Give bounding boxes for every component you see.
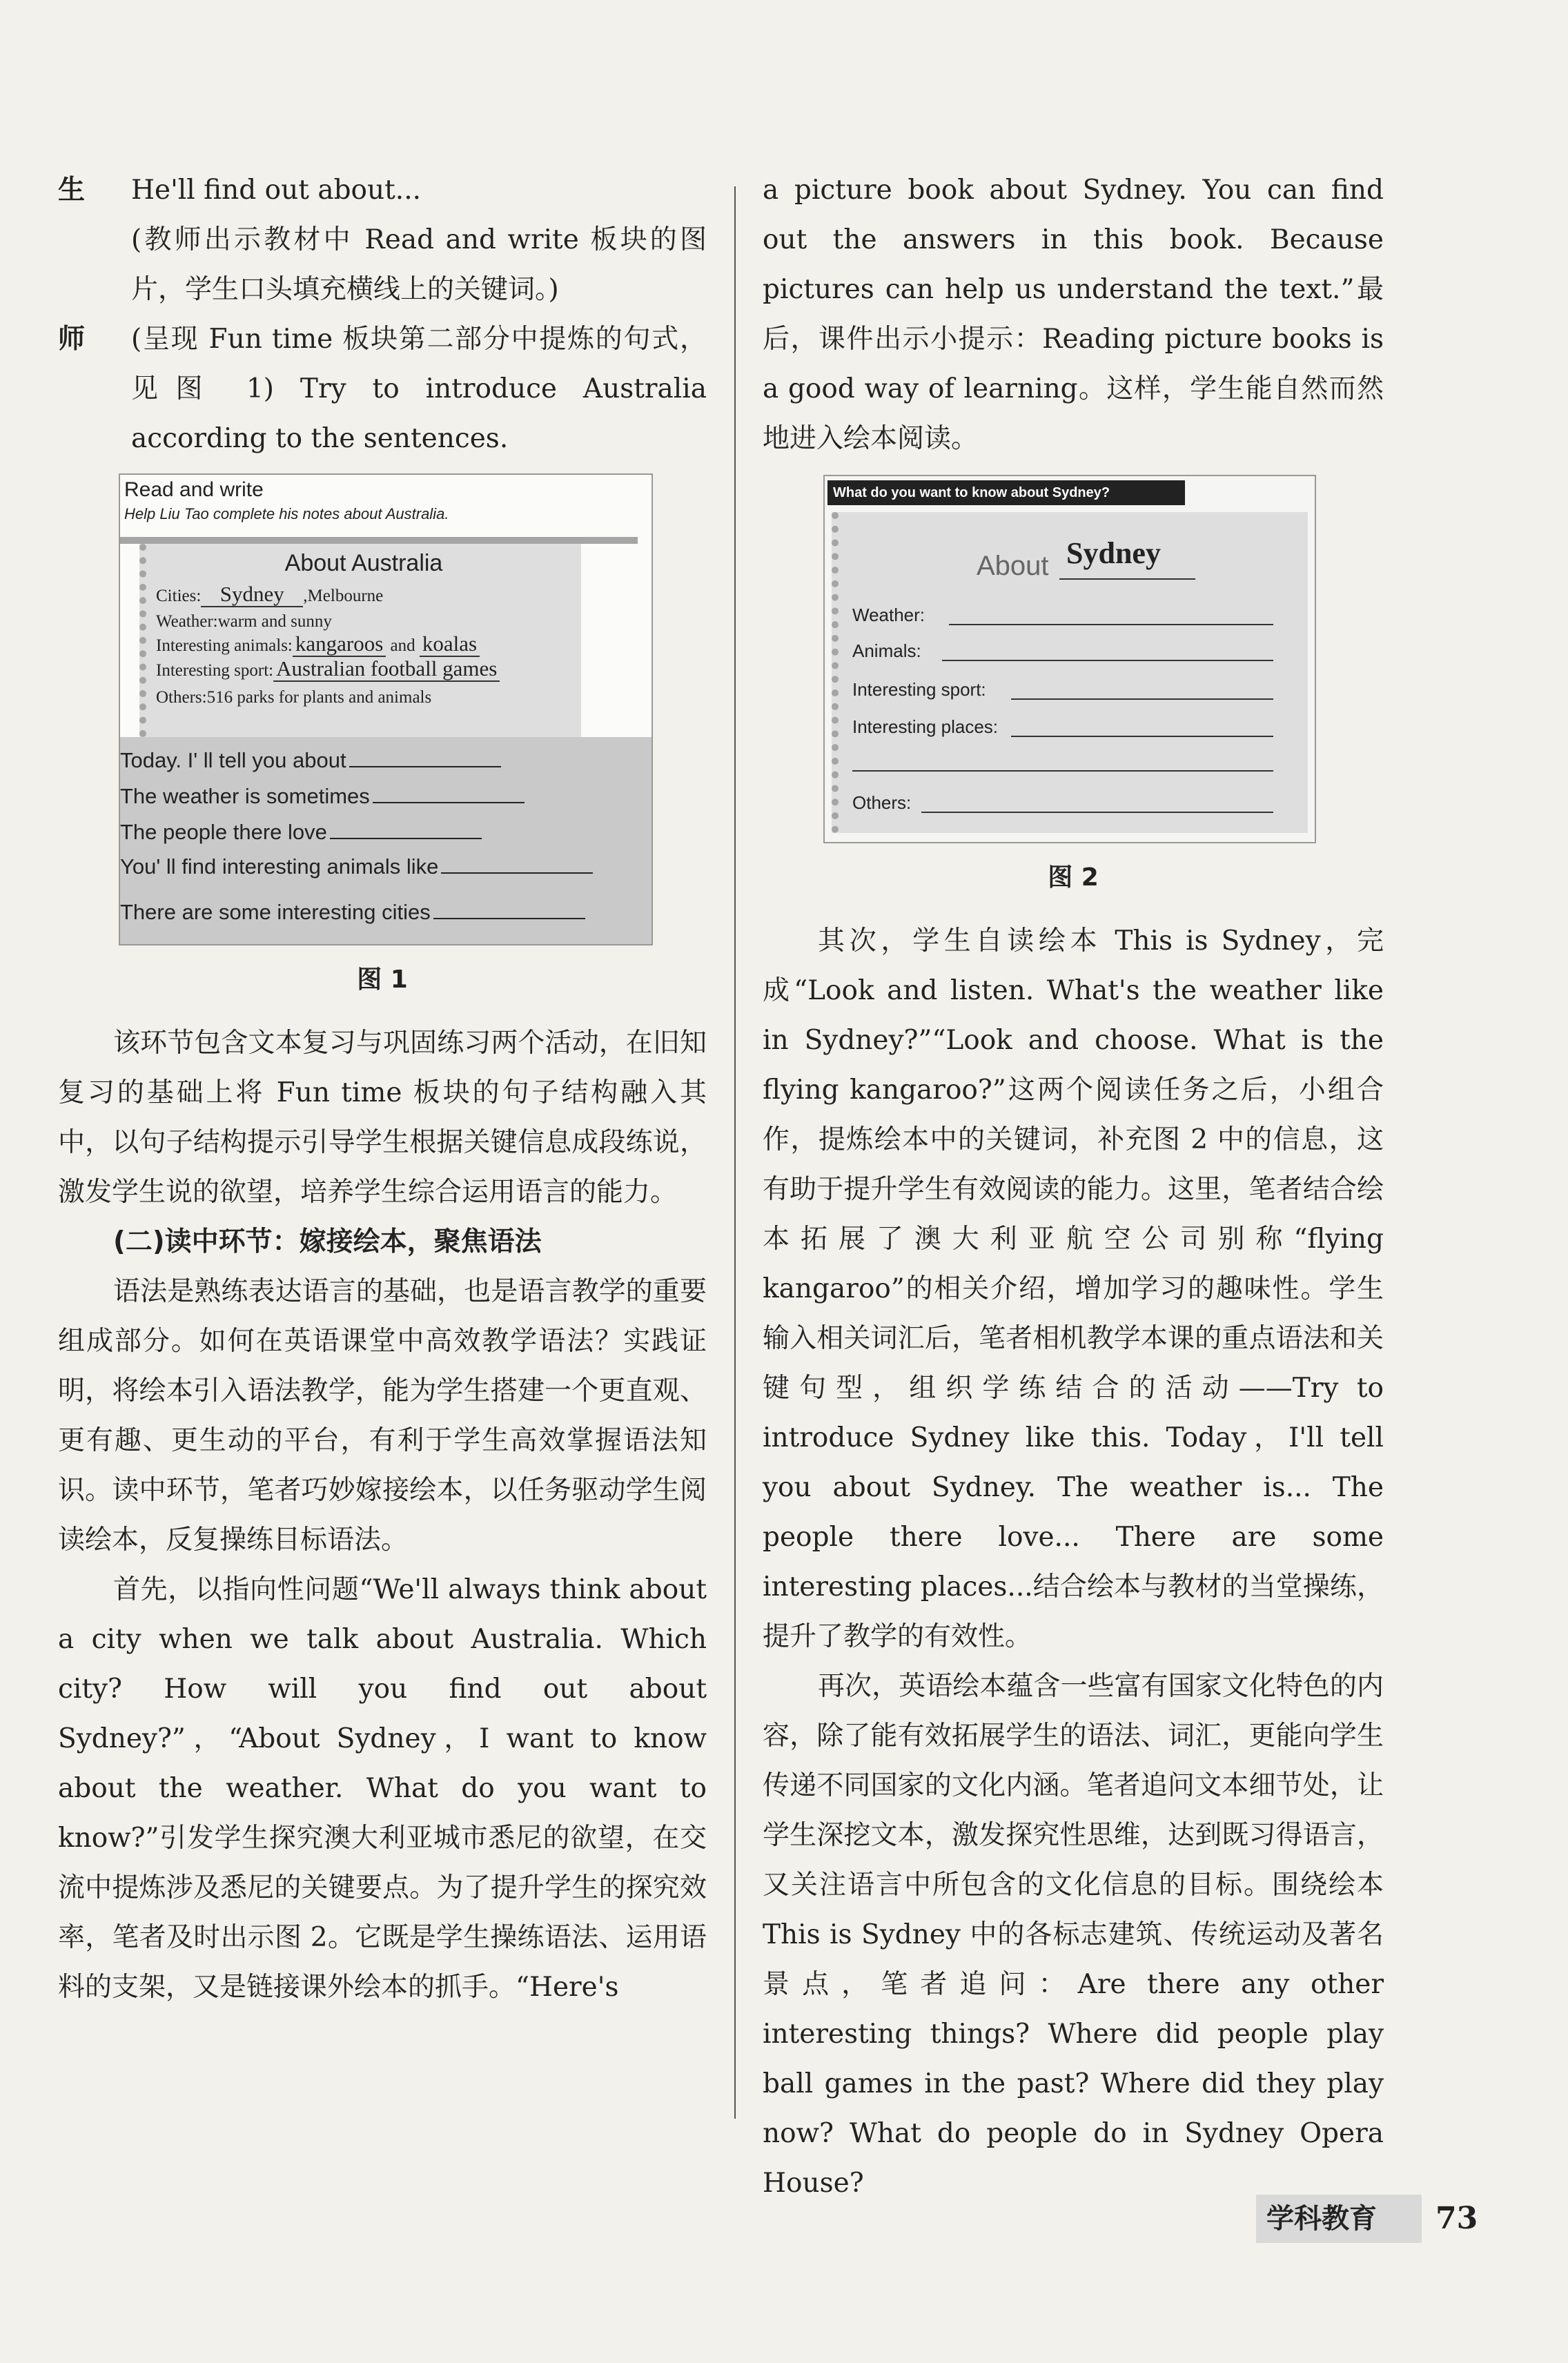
dialogue-student: [58, 166, 707, 215]
paragraph: 其次，学生自读绘本 This is Sydney，完成“Look and listen. What's the weather like in Sydney?”“Look and choose. What is the flying kangaroo?”这两个阅读任务之后，小组合作，提炼绘本中的关键词，补充图 2 中的信息，这有助于提升学生有效阅读的能力。这里，笔者结合绘本拓展了澳大利亚航空公司别称“flying kangaroo”的相关介绍，增加学习的趣味性。学生输入相关词汇后，笔者相机教学本课的重点语法和关键句型，组织学练结合的活动——Try to introduce Sydney like this. Today，I'll tell you about Sydney. The weather is... The people there love... There are some interesting places...结合绘本与教材的当堂操练，提升了教学的有效性。: [763, 925, 1384, 1652]
paragraph: 首先，以指向性问题“We'll always think about a city when we talk about Australia. Which city? How will you find out about Sydney?”，“About Sydney，I want to know about the weather. What do you want to know?”引发学生探究澳大利亚城市悉尼的欲望，在交流中提炼涉及悉尼的关键要点。为了提升学生的探究效率，笔者及时出示图 2。它既是学生操练语法、运用语料的支架，又是链接课外绘本的抓手。“Here's: [58, 1574, 707, 2003]
dialogue-text: (呈现 Fun time 板块第二部分中提炼的句式，见图 1) Try to introduce Australia according to the sentences.: [131, 324, 707, 454]
footer-section-label: 学科教育: [1266, 2203, 1377, 2235]
note-text: (教师出示教材中 Read and write 板块的图片，学生口头填充横线上的关键词。): [131, 224, 707, 305]
left-column: [58, 166, 707, 2012]
notes-card: [139, 544, 581, 737]
sentence-frame: The weather is sometimes: [120, 781, 525, 812]
field-places: Interesting places:: [852, 716, 999, 737]
fig2-question-bar: What do you want to know about Sydney?: [827, 480, 1185, 505]
dialogue-text: He'll find out about...: [131, 175, 421, 206]
fig1-heading: Read and write: [124, 478, 264, 501]
sentence-frame: The people there love: [120, 817, 482, 847]
notes-title: About Australia: [284, 550, 443, 576]
notes-others: Others:516 parks for plants and animals: [156, 688, 432, 707]
section-subheading: (二)读中环节：嫁接绘本，聚焦语法: [113, 1226, 542, 1257]
sentence-frame: Today. I' ll tell you about: [120, 745, 501, 776]
paragraph: a picture book about Sydney. You can find out the answers in this book. Because pictures can help us understand the text.”最后，课件出示小提示：Reading picture books is a good way of learning。这样，学生能自然而然地进入绘本阅读。: [763, 175, 1384, 454]
speaker-tag: 师: [58, 324, 86, 355]
fig1-instruction: Help Liu Tao complete his notes about Australia.: [124, 505, 449, 522]
field-sport: Interesting sport:: [852, 679, 986, 700]
dialogue-teacher: [58, 315, 707, 464]
page-number: 73: [1435, 2201, 1478, 2236]
paragraph: 语法是熟练表达语言的基础，也是语言教学的重要组成部分。如何在英语课堂中高效教学语法？实践证明，将绘本引入语法教学，能为学生搭建一个更直观、更有趣、更生动的平台，有利于学生高效掌握语法知识。读中环节，笔者巧妙嫁接绘本，以任务驱动学生阅读绘本，反复操练目标语法。: [58, 1276, 707, 1556]
figure-1-caption: 图 1: [357, 965, 408, 994]
paragraph: 该环节包含文本复习与巩固练习两个活动，在旧知复习的基础上将 Fun time 板块的句子结构融入其中，以句子结构提示引导学生根据关键信息成段练说，激发学生说的欲望，培养学生综合运用语言的能力。: [58, 1028, 707, 1208]
fig2-about: About: [977, 551, 1049, 581]
sentence-frame: There are some interesting cities: [120, 897, 585, 928]
right-column: [763, 166, 1384, 2208]
field-animals: Animals:: [852, 640, 921, 661]
field-others: Others:: [852, 792, 912, 813]
figure-2-caption: 图 2: [1048, 863, 1099, 892]
sentence-frame: You' ll find interesting animals like: [120, 852, 593, 882]
fig2-card: [832, 512, 1308, 833]
notes-cities: Cities: Sydney ,Melbourne: [156, 582, 384, 606]
notes-sport: Interesting sport: Australian football games: [156, 657, 500, 683]
paragraph: 再次，英语绘本蕴含一些富有国家文化特色的内容，除了能有效拓展学生的语法、词汇，更能向学生传递不同国家的文化内涵。笔者追问文本细节处，让学生深挖文本，激发探究性思维，达到既习得语言，又关注语言中所包含的文化信息的目标。围绕绘本 This is Sydney 中的各标志建筑、传统运动及著名景点，笔者追问：Are there any other interesting things? Where did people play ball games in the past? Where did they play now? What do people do in Sydney Opera House?: [763, 1671, 1384, 2199]
speaker-tag: 生: [58, 175, 86, 206]
notes-weather: Weather:warm and sunny: [156, 612, 332, 631]
figure-1: [119, 473, 653, 945]
figure-2: [823, 475, 1316, 843]
column-divider: [734, 186, 736, 2119]
notes-animals: Interesting animals: kangaroos and koalas: [156, 632, 480, 658]
field-weather: Weather:: [852, 605, 925, 625]
sentence-frames: [120, 737, 651, 944]
fig2-title: Sydney: [1059, 529, 1195, 580]
dialogue-note: [58, 215, 707, 315]
